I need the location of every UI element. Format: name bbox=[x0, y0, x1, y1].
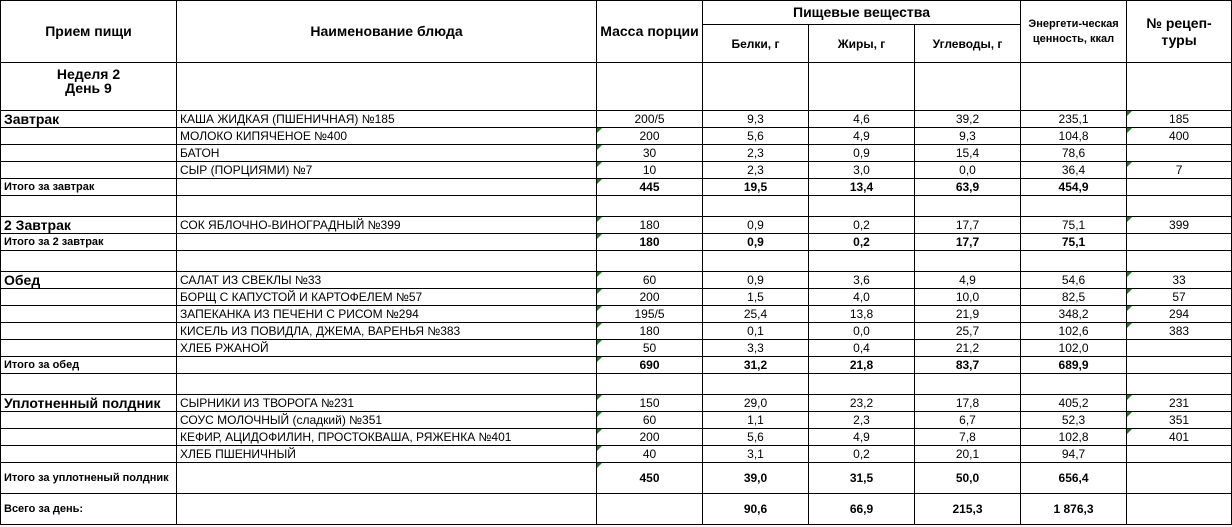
carbs-cell[interactable]: 21,9 bbox=[915, 306, 1021, 323]
mass-cell[interactable]: 60 bbox=[597, 412, 703, 429]
mass-cell[interactable]: 690 bbox=[597, 357, 703, 374]
mass-cell[interactable]: 50 bbox=[597, 340, 703, 357]
fat-cell[interactable]: 0,9 bbox=[809, 145, 915, 162]
meal-cell[interactable]: Завтрак bbox=[1, 111, 177, 128]
meal-cell[interactable] bbox=[1, 323, 177, 340]
week-label: Неделя 2 bbox=[56, 66, 121, 82]
protein-cell[interactable]: 39,0 bbox=[703, 463, 809, 494]
recipe-cell[interactable] bbox=[1127, 179, 1232, 196]
recipe-cell[interactable]: 383 bbox=[1127, 323, 1232, 340]
empty-cell[interactable] bbox=[1, 196, 177, 217]
table-row bbox=[1, 289, 1232, 306]
carbs-cell[interactable]: 20,1 bbox=[915, 446, 1021, 463]
empty-cell[interactable] bbox=[177, 251, 597, 272]
protein-cell[interactable]: 29,0 bbox=[703, 395, 809, 412]
dish-cell[interactable]: МОЛОКО КИПЯЧЕНОЕ №400 bbox=[177, 128, 597, 145]
energy-cell[interactable]: 52,3 bbox=[1021, 412, 1127, 429]
meal-cell[interactable] bbox=[1, 429, 177, 446]
table-row bbox=[1, 395, 1232, 412]
protein-cell[interactable]: 5,6 bbox=[703, 429, 809, 446]
table-row bbox=[1, 145, 1232, 162]
energy-cell[interactable]: 75,1 bbox=[1021, 217, 1127, 234]
subtotal-row bbox=[1, 357, 1232, 374]
recipe-cell[interactable]: 351 bbox=[1127, 412, 1232, 429]
recipe-cell[interactable] bbox=[1127, 357, 1232, 374]
fat-cell[interactable]: 13,4 bbox=[809, 179, 915, 196]
table-row bbox=[1, 111, 1232, 128]
table-row bbox=[1, 272, 1232, 289]
meal-cell[interactable] bbox=[1, 128, 177, 145]
protein-cell[interactable]: 25,4 bbox=[703, 306, 809, 323]
carbs-cell[interactable]: 17,7 bbox=[915, 234, 1021, 251]
protein-cell[interactable]: 3,3 bbox=[703, 340, 809, 357]
protein-cell[interactable]: 0,9 bbox=[703, 234, 809, 251]
empty-cell[interactable] bbox=[1127, 63, 1232, 111]
empty-cell[interactable] bbox=[177, 374, 597, 395]
mass-cell[interactable]: 200 bbox=[597, 289, 703, 306]
dish-cell[interactable] bbox=[177, 463, 597, 494]
recipe-cell[interactable]: 399 bbox=[1127, 217, 1232, 234]
protein-cell[interactable]: 1,5 bbox=[703, 289, 809, 306]
recipe-cell[interactable]: 401 bbox=[1127, 429, 1232, 446]
fat-cell[interactable]: 23,2 bbox=[809, 395, 915, 412]
mass-cell[interactable]: 445 bbox=[597, 179, 703, 196]
empty-cell[interactable] bbox=[915, 63, 1021, 111]
dish-cell[interactable]: КИСЕЛЬ ИЗ ПОВИДЛА, ДЖЕМА, ВАРЕНЬЯ №383 bbox=[177, 323, 597, 340]
fat-cell[interactable]: 21,8 bbox=[809, 357, 915, 374]
table-row bbox=[1, 446, 1232, 463]
empty-cell[interactable] bbox=[1, 374, 177, 395]
blank-row bbox=[1, 196, 1232, 217]
table-row bbox=[1, 323, 1232, 340]
meal-cell[interactable] bbox=[1, 340, 177, 357]
empty-cell[interactable] bbox=[703, 196, 809, 217]
dish-cell[interactable]: СЫР (ПОРЦИЯМИ) №7 bbox=[177, 162, 597, 179]
empty-cell[interactable] bbox=[915, 196, 1021, 217]
empty-cell[interactable] bbox=[1021, 374, 1127, 395]
dish-cell[interactable]: СЫРНИКИ ИЗ ТВОРОГА №231 bbox=[177, 395, 597, 412]
energy-cell[interactable]: 36,4 bbox=[1021, 162, 1127, 179]
recipe-cell[interactable] bbox=[1127, 340, 1232, 357]
dish-cell[interactable] bbox=[177, 494, 597, 525]
subtotal-row bbox=[1, 463, 1232, 494]
mass-cell[interactable]: 30 bbox=[597, 145, 703, 162]
protein-cell[interactable]: 1,1 bbox=[703, 412, 809, 429]
table-row bbox=[1, 429, 1232, 446]
subtotal-label[interactable]: Итого за уплотненый полдник bbox=[1, 463, 177, 494]
protein-cell[interactable]: 31,2 bbox=[703, 357, 809, 374]
fat-cell[interactable]: 66,9 bbox=[809, 494, 915, 525]
empty-cell[interactable] bbox=[1021, 251, 1127, 272]
fat-cell[interactable]: 3,0 bbox=[809, 162, 915, 179]
empty-cell[interactable] bbox=[177, 63, 597, 111]
recipe-cell[interactable]: 231 bbox=[1127, 395, 1232, 412]
dish-cell[interactable]: КЕФИР, АЦИДОФИЛИН, ПРОСТОКВАША, РЯЖЕНКА №401 bbox=[177, 429, 597, 446]
header-carbs[interactable]: Углеводы, г bbox=[915, 25, 1021, 63]
empty-cell[interactable] bbox=[809, 196, 915, 217]
protein-cell[interactable]: 90,6 bbox=[703, 494, 809, 525]
fat-cell[interactable]: 13,8 bbox=[809, 306, 915, 323]
mass-cell[interactable]: 200 bbox=[597, 128, 703, 145]
carbs-cell[interactable]: 83,7 bbox=[915, 357, 1021, 374]
carbs-cell[interactable]: 9,3 bbox=[915, 128, 1021, 145]
carbs-cell[interactable]: 215,3 bbox=[915, 494, 1021, 525]
energy-cell[interactable]: 82,5 bbox=[1021, 289, 1127, 306]
carbs-cell[interactable]: 6,7 bbox=[915, 412, 1021, 429]
carbs-cell[interactable]: 17,7 bbox=[915, 217, 1021, 234]
mass-cell[interactable]: 200 bbox=[597, 429, 703, 446]
meal-cell[interactable] bbox=[1, 162, 177, 179]
energy-cell[interactable]: 102,6 bbox=[1021, 323, 1127, 340]
mass-cell[interactable]: 150 bbox=[597, 395, 703, 412]
fat-cell[interactable]: 0,2 bbox=[809, 217, 915, 234]
mass-cell[interactable]: 195/5 bbox=[597, 306, 703, 323]
empty-cell[interactable] bbox=[1021, 196, 1127, 217]
carbs-cell[interactable]: 39,2 bbox=[915, 111, 1021, 128]
empty-cell[interactable] bbox=[703, 374, 809, 395]
table-row bbox=[1, 412, 1232, 429]
dish-cell[interactable] bbox=[177, 234, 597, 251]
table-row bbox=[1, 162, 1232, 179]
empty-cell[interactable] bbox=[703, 63, 809, 111]
header-protein[interactable]: Белки, г bbox=[703, 25, 809, 63]
energy-cell[interactable]: 54,6 bbox=[1021, 272, 1127, 289]
dish-cell[interactable]: КАША ЖИДКАЯ (ПШЕНИЧНАЯ) №185 bbox=[177, 111, 597, 128]
day-total-label[interactable]: Всего за день: bbox=[1, 494, 177, 525]
protein-cell[interactable]: 2,3 bbox=[703, 162, 809, 179]
mass-cell[interactable]: 180 bbox=[597, 323, 703, 340]
energy-cell[interactable]: 235,1 bbox=[1021, 111, 1127, 128]
recipe-cell[interactable]: 33 bbox=[1127, 272, 1232, 289]
fat-cell[interactable]: 31,5 bbox=[809, 463, 915, 494]
energy-cell[interactable]: 102,8 bbox=[1021, 429, 1127, 446]
dish-cell[interactable]: ЗАПЕКАНКА ИЗ ПЕЧЕНИ С РИСОМ №294 bbox=[177, 306, 597, 323]
dish-cell[interactable]: СОК ЯБЛОЧНО-ВИНОГРАДНЫЙ №399 bbox=[177, 217, 597, 234]
energy-cell[interactable]: 405,2 bbox=[1021, 395, 1127, 412]
protein-cell[interactable]: 2,3 bbox=[703, 145, 809, 162]
dish-cell[interactable]: БОРЩ С КАПУСТОЙ И КАРТОФЕЛЕМ №57 bbox=[177, 289, 597, 306]
empty-cell[interactable] bbox=[177, 196, 597, 217]
empty-cell[interactable] bbox=[597, 374, 703, 395]
protein-cell[interactable]: 9,3 bbox=[703, 111, 809, 128]
carbs-cell[interactable]: 7,8 bbox=[915, 429, 1021, 446]
dish-cell[interactable]: ХЛЕБ ПШЕНИЧНЫЙ bbox=[177, 446, 597, 463]
energy-cell[interactable]: 104,8 bbox=[1021, 128, 1127, 145]
subtotal-label[interactable]: Итого за 2 завтрак bbox=[1, 234, 177, 251]
fat-cell[interactable]: 4,0 bbox=[809, 289, 915, 306]
mass-cell[interactable]: 60 bbox=[597, 272, 703, 289]
mass-cell[interactable] bbox=[597, 494, 703, 525]
day-label: День 9 bbox=[65, 80, 112, 96]
meal-cell[interactable] bbox=[1, 412, 177, 429]
mass-cell[interactable]: 40 bbox=[597, 446, 703, 463]
empty-cell[interactable] bbox=[915, 374, 1021, 395]
carbs-cell[interactable]: 50,0 bbox=[915, 463, 1021, 494]
header-energy[interactable]: Энергети-ческая ценность, ккал bbox=[1021, 1, 1127, 63]
energy-cell[interactable]: 454,9 bbox=[1021, 179, 1127, 196]
blank-row bbox=[1, 251, 1232, 272]
meal-cell[interactable]: 2 Завтрак bbox=[1, 217, 177, 234]
subtotal-row bbox=[1, 179, 1232, 196]
empty-cell[interactable] bbox=[1, 251, 177, 272]
empty-cell[interactable] bbox=[915, 251, 1021, 272]
carbs-cell[interactable]: 17,8 bbox=[915, 395, 1021, 412]
energy-cell[interactable]: 689,9 bbox=[1021, 357, 1127, 374]
fat-cell[interactable]: 4,6 bbox=[809, 111, 915, 128]
empty-cell[interactable] bbox=[703, 251, 809, 272]
protein-cell[interactable]: 19,5 bbox=[703, 179, 809, 196]
subtotal-row bbox=[1, 234, 1232, 251]
energy-cell[interactable]: 348,2 bbox=[1021, 306, 1127, 323]
protein-cell[interactable]: 5,6 bbox=[703, 128, 809, 145]
energy-cell[interactable]: 102,0 bbox=[1021, 340, 1127, 357]
meal-cell[interactable]: Обед bbox=[1, 272, 177, 289]
dish-cell[interactable] bbox=[177, 179, 597, 196]
dish-cell[interactable]: ХЛЕБ РЖАНОЙ bbox=[177, 340, 597, 357]
carbs-cell[interactable]: 21,2 bbox=[915, 340, 1021, 357]
mass-cell[interactable]: 10 bbox=[597, 162, 703, 179]
protein-cell[interactable]: 0,1 bbox=[703, 323, 809, 340]
empty-cell[interactable] bbox=[597, 63, 703, 111]
protein-cell[interactable]: 0,9 bbox=[703, 217, 809, 234]
empty-cell[interactable] bbox=[809, 374, 915, 395]
meal-cell[interactable] bbox=[1, 306, 177, 323]
empty-cell[interactable] bbox=[1127, 196, 1232, 217]
protein-cell[interactable]: 0,9 bbox=[703, 272, 809, 289]
dish-cell[interactable]: БАТОН bbox=[177, 145, 597, 162]
mass-cell[interactable]: 180 bbox=[597, 217, 703, 234]
carbs-cell[interactable]: 63,9 bbox=[915, 179, 1021, 196]
header-dish[interactable]: Наименование блюда bbox=[177, 1, 597, 63]
carbs-cell[interactable]: 15,4 bbox=[915, 145, 1021, 162]
empty-cell[interactable] bbox=[1127, 251, 1232, 272]
header-recipe[interactable]: № рецеп-туры bbox=[1127, 1, 1232, 63]
empty-cell[interactable] bbox=[1021, 63, 1127, 111]
recipe-cell[interactable]: 294 bbox=[1127, 306, 1232, 323]
fat-cell[interactable]: 0,4 bbox=[809, 340, 915, 357]
fat-cell[interactable]: 4,9 bbox=[809, 128, 915, 145]
mass-cell[interactable]: 180 bbox=[597, 234, 703, 251]
recipe-cell[interactable] bbox=[1127, 145, 1232, 162]
subtotal-label[interactable]: Итого за обед bbox=[1, 357, 177, 374]
recipe-cell[interactable]: 7 bbox=[1127, 162, 1232, 179]
table-row bbox=[1, 306, 1232, 323]
carbs-cell[interactable]: 4,9 bbox=[915, 272, 1021, 289]
header-fat[interactable]: Жиры, г bbox=[809, 25, 915, 63]
fat-cell[interactable]: 0,2 bbox=[809, 446, 915, 463]
energy-cell[interactable]: 94,7 bbox=[1021, 446, 1127, 463]
energy-cell[interactable]: 78,6 bbox=[1021, 145, 1127, 162]
fat-cell[interactable]: 4,9 bbox=[809, 429, 915, 446]
recipe-cell[interactable] bbox=[1127, 463, 1232, 494]
empty-cell[interactable] bbox=[597, 196, 703, 217]
recipe-cell[interactable] bbox=[1127, 234, 1232, 251]
meal-cell[interactable] bbox=[1, 446, 177, 463]
blank-row bbox=[1, 374, 1232, 395]
recipe-cell[interactable]: 185 bbox=[1127, 111, 1232, 128]
dish-cell[interactable]: САЛАТ ИЗ СВЕКЛЫ №33 bbox=[177, 272, 597, 289]
recipe-cell[interactable]: 400 bbox=[1127, 128, 1232, 145]
empty-cell[interactable] bbox=[809, 251, 915, 272]
meal-cell[interactable] bbox=[1, 289, 177, 306]
protein-cell[interactable]: 3,1 bbox=[703, 446, 809, 463]
empty-cell[interactable] bbox=[809, 63, 915, 111]
dish-cell[interactable]: СОУС МОЛОЧНЫЙ (сладкий) №351 bbox=[177, 412, 597, 429]
dish-cell[interactable] bbox=[177, 357, 597, 374]
recipe-cell[interactable]: 57 bbox=[1127, 289, 1232, 306]
meal-cell[interactable]: Уплотненный полдник bbox=[1, 395, 177, 412]
day-total-row bbox=[1, 494, 1232, 525]
mass-cell[interactable]: 450 bbox=[597, 463, 703, 494]
table-row bbox=[1, 128, 1232, 145]
mass-cell[interactable]: 200/5 bbox=[597, 111, 703, 128]
header-mass[interactable]: Масса порции bbox=[597, 1, 703, 63]
header-meal[interactable]: Прием пищи bbox=[1, 1, 177, 63]
week-day-cell[interactable] bbox=[1, 63, 177, 111]
fat-cell[interactable]: 0,2 bbox=[809, 234, 915, 251]
energy-cell[interactable]: 656,4 bbox=[1021, 463, 1127, 494]
fat-cell[interactable]: 0,0 bbox=[809, 323, 915, 340]
fat-cell[interactable]: 2,3 bbox=[809, 412, 915, 429]
fat-cell[interactable]: 3,6 bbox=[809, 272, 915, 289]
meal-cell[interactable] bbox=[1, 145, 177, 162]
carbs-cell[interactable]: 25,7 bbox=[915, 323, 1021, 340]
empty-cell[interactable] bbox=[597, 251, 703, 272]
energy-cell[interactable]: 1 876,3 bbox=[1021, 494, 1127, 525]
empty-cell[interactable] bbox=[1127, 374, 1232, 395]
energy-cell[interactable]: 75,1 bbox=[1021, 234, 1127, 251]
header-nutrients[interactable]: Пищевые вещества bbox=[703, 1, 1021, 25]
recipe-cell[interactable] bbox=[1127, 446, 1232, 463]
carbs-cell[interactable]: 10,0 bbox=[915, 289, 1021, 306]
carbs-cell[interactable]: 0,0 bbox=[915, 162, 1021, 179]
subtotal-label[interactable]: Итого за завтрак bbox=[1, 179, 177, 196]
table-row bbox=[1, 340, 1232, 357]
recipe-cell[interactable] bbox=[1127, 494, 1232, 525]
table-row bbox=[1, 217, 1232, 234]
